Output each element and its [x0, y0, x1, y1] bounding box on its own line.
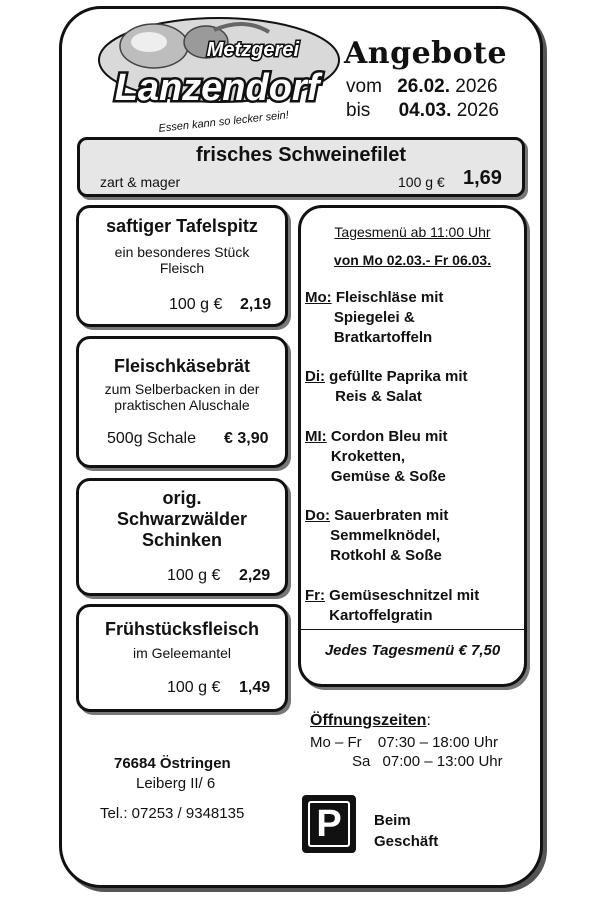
- featured-unit: 100 g €: [398, 174, 445, 190]
- dish-line: Kartoffelgratin: [329, 607, 433, 624]
- menu-divider: [301, 629, 524, 630]
- date-from: [346, 76, 498, 98]
- parking-line: Beim: [374, 812, 411, 829]
- dish-line: Bratkartoffeln: [333, 329, 433, 346]
- address-street: Leiberg II/ 6: [136, 775, 216, 792]
- menu-day-di: [305, 367, 468, 407]
- dish-line: Cordon Bleu mit: [330, 428, 448, 445]
- featured-price: 1,69: [463, 167, 502, 189]
- dish-line: Semmelknödel,: [330, 527, 441, 544]
- menu-day-do: [305, 506, 448, 566]
- menu-heading: Tagesmenü ab 11:00 Uhr: [334, 224, 491, 240]
- parking-icon: [302, 795, 356, 853]
- parking-text: [374, 810, 438, 852]
- offer-price: 2,19: [240, 296, 272, 313]
- address-city: 76684 Östringen: [114, 755, 231, 772]
- hours-days: Mo – Fr: [310, 734, 362, 751]
- menu-day-dish: [333, 288, 444, 348]
- offer-title: Fleischkäsebrät: [113, 356, 251, 376]
- menu-date-range: von Mo 02.03.- Fr 06.03.: [333, 252, 492, 268]
- menu-day-label: Do:: [305, 507, 330, 524]
- featured-name: frisches Schweinefilet: [195, 144, 407, 166]
- offer-card: [76, 205, 288, 327]
- logo-top-text: Metzgerei: [206, 39, 299, 61]
- hours-time: 07:30 – 18:00 Uhr: [377, 734, 498, 751]
- menu-day-label: Di:: [305, 368, 325, 385]
- offer-price: 1,49: [239, 679, 271, 696]
- offer-price: € 3,90: [224, 430, 269, 447]
- dish-line: Kroketten,: [330, 448, 406, 465]
- from-label: vom: [346, 76, 382, 97]
- menu-day-dish: [330, 506, 449, 566]
- offer-desc-line: zum Selberbacken in der: [104, 381, 260, 397]
- date-to: [346, 100, 499, 122]
- hours-days: Sa: [352, 753, 371, 770]
- menu-day-label: MI:: [305, 428, 327, 445]
- from-date: 26.02.: [397, 76, 451, 97]
- featured-offer: [77, 137, 525, 197]
- page-title: Angebote: [344, 36, 508, 71]
- offer-card: [76, 478, 288, 596]
- menu-day-mi: [305, 427, 448, 487]
- hours-row: [352, 752, 503, 772]
- offer-desc: [79, 381, 285, 413]
- menu-day-dish: [329, 367, 467, 407]
- offer-unit: 100 g €: [167, 679, 221, 696]
- offer-title-line: Schwarzwälder: [116, 509, 248, 529]
- dish-line: Rotkohl & Soße: [330, 547, 442, 564]
- hours-time: 07:00 – 13:00 Uhr: [382, 753, 503, 770]
- offer-unit: 500g Schale: [107, 430, 196, 447]
- to-label: bis: [346, 100, 371, 121]
- offer-title-line: orig.: [162, 488, 202, 508]
- dish-line: Spiegelei &: [333, 309, 415, 326]
- offer-title: [79, 488, 285, 551]
- address-phone: Tel.: 07253 / 9348135: [100, 805, 245, 822]
- featured-desc: zart & mager: [100, 174, 181, 190]
- dish-line: Gemüse & Soße: [330, 468, 446, 485]
- offer-title: saftiger Tafelspitz: [106, 216, 258, 236]
- offer-price: 2,29: [239, 567, 271, 584]
- to-date: 04.03.: [398, 100, 452, 121]
- dish-line: gefüllte Paprika mit: [329, 368, 468, 385]
- dish-line: Sauerbraten mit: [334, 507, 449, 524]
- butcher-logo: [94, 12, 344, 137]
- dish-line: Gemüseschnitzel mit: [329, 587, 480, 604]
- to-year: 2026: [456, 100, 499, 121]
- menu-day-dish: [329, 586, 479, 626]
- hours-title-text: Öffnungszeiten: [310, 712, 427, 729]
- offer-desc-line: Fleisch: [159, 260, 205, 276]
- menu-price-note: Jedes Tagesmenü € 7,50: [324, 642, 501, 659]
- parking-line: Geschäft: [374, 833, 439, 850]
- menu-day-label: Mo:: [305, 289, 332, 306]
- menu-day-fr: [305, 586, 479, 626]
- offer-desc-line: praktischen Aluschale: [114, 397, 250, 413]
- hours-row: [310, 733, 498, 753]
- parking-symbol: P: [316, 803, 342, 845]
- menu-day-mo: [305, 288, 443, 348]
- logo-main-text: Lanzendorf: [114, 67, 320, 109]
- menu-day-label: Fr:: [305, 587, 325, 604]
- logo-slogan: Essen kann so lecker sein!: [157, 109, 290, 135]
- offer-desc-line: ein besonderes Stück: [114, 244, 250, 260]
- offer-desc: [79, 244, 285, 276]
- offer-unit: 100 g €: [167, 567, 221, 584]
- dish-line: Fleischläse mit: [335, 289, 444, 306]
- dish-line: Reis & Salat: [335, 388, 422, 405]
- from-year: 2026: [455, 76, 498, 97]
- opening-hours-title: [310, 711, 431, 731]
- offer-unit: 100 g €: [169, 296, 223, 313]
- offer-title: Frühstücksfleisch: [104, 619, 260, 639]
- offer-desc: im Geleemantel: [132, 645, 232, 661]
- offer-card: [76, 604, 288, 712]
- offer-title-line: Schinken: [141, 530, 223, 550]
- hours-title-colon: :: [426, 712, 431, 729]
- offer-card: [76, 336, 288, 468]
- menu-day-dish: [331, 427, 448, 487]
- daily-menu: [298, 205, 527, 687]
